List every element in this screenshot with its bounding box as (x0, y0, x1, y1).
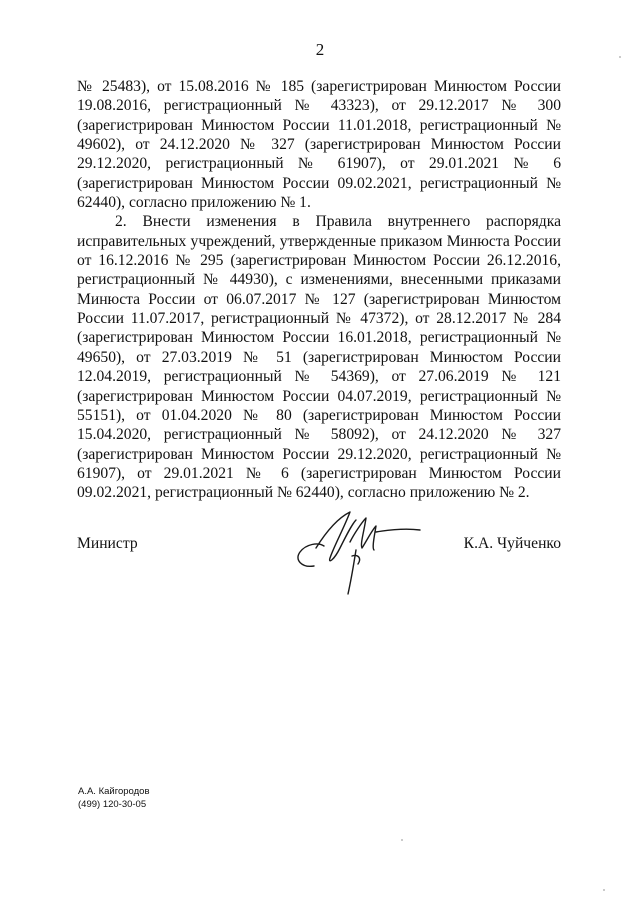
signatory-title: Министр (77, 535, 138, 552)
document-body (77, 77, 561, 503)
scan-speck (401, 839, 403, 841)
scan-speck (603, 889, 605, 891)
handwritten-signature (292, 498, 432, 598)
executor-name: А.А. Кайгородов (78, 786, 150, 797)
executor-phone: (499) 120-30-05 (78, 799, 147, 810)
scan-speck (619, 56, 621, 58)
page-number: 2 (315, 40, 325, 59)
executor-info (78, 785, 150, 811)
paragraph-item-2: 2. Внести изменения в Правила внутреннего распорядка исправительных учреждений, утвержденные приказом Минюста России от 16.12.2016 № 295 (зарегистрирован Минюстом России 26.12.2016, регистрационный № 44930), с изменениями, внесенными приказами Минюста России от 06.07.2017 № 127 (зарегистрирован Минюстом России 11.07.2017, регистрационный № 47372), от 28.12.2017 № 284 (зарегистрирован Минюстом России 16.01.2018, регистрационный № 49650), от 27.03.2019 № 51 (зарегистрирован Минюстом России 12.04.2019, регистрационный № 54369), от 27.06.2019 № 121 (зарегистрирован Минюстом России 04.07.2019, регистрационный № 55151), от 01.04.2020 № 80 (зарегистрирован Минюстом России 15.04.2020, регистрационный № 58092), от 24.12.2020 № 327 (зарегистрирован Минюстом России 29.12.2020, регистрационный № 61907), от 29.01.2021 № 6 (зарегистрирован Минюстом России 09.02.2021, регистрационный № 62440), согласно приложению № 2. (77, 213, 561, 502)
signatory-name: К.А. Чуйченко (463, 535, 561, 552)
paragraph-continuation: № 25483), от 15.08.2016 № 185 (зарегистрирован Минюстом России 19.08.2016, регистрационный № 43323), от 29.12.2017 № 300 (зарегистрирован Минюстом России 11.01.2018, регистрационный № 49602), от 24.12.2020 № 327 (зарегистрирован Минюстом России 29.12.2020, регистрационный № 61907), от 29.01.2021 № 6 (зарегистрирован Минюстом России 09.02.2021, регистрационный № 62440), согласно приложению № 1. (77, 78, 561, 212)
